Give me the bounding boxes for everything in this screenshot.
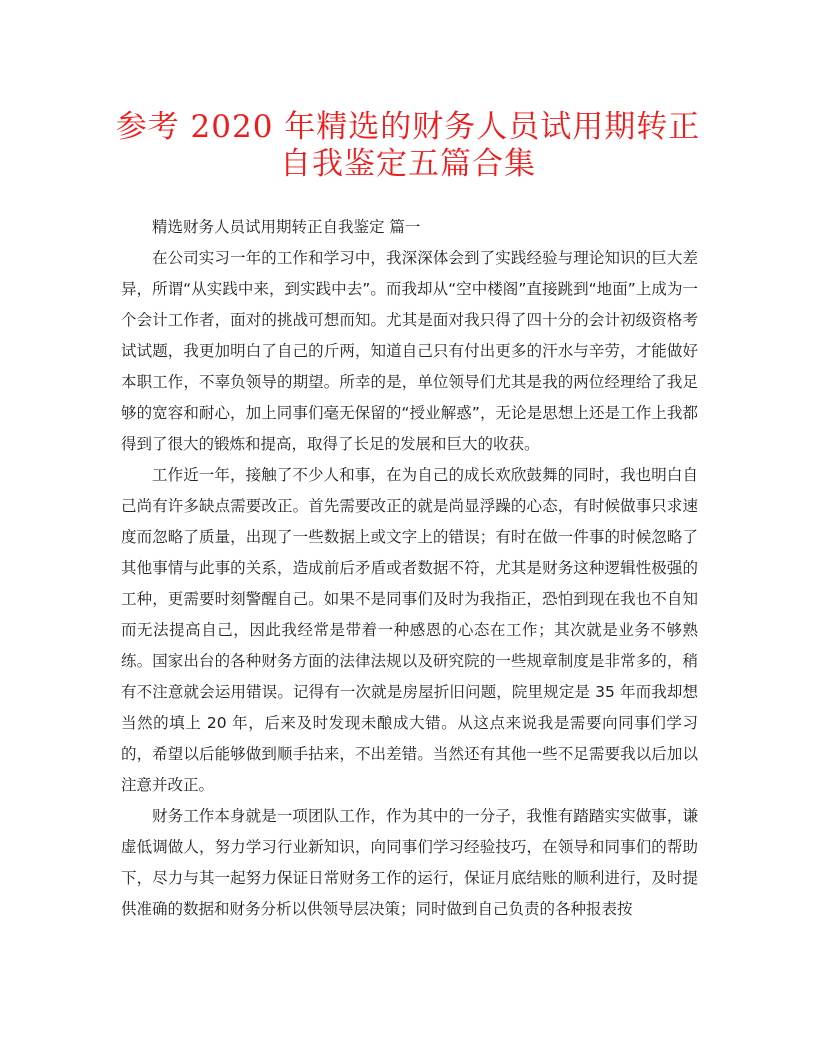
document-body: [121, 212, 698, 925]
body-paragraph: 工作近一年，接触了不少人和事，在为自己的成长欢欣鼓舞的同时，我也明白自己尚有许多缺点需要改正。首先需要改正的就是尚显浮躁的心态，有时候做事只求速度而忽略了质量，出现了一些数据上或文字上的错误；有时在做一件事的时候忽略了其他事情与此事的关系，造成前后矛盾或者数据不符，尤其是财务这种逻辑性极强的工种，更需要时刻警醒自己。如果不是同事们及时为我指正，恐怕到现在我也不自知而无法提高自己，因此我经常是带着一种感恩的心态在工作；其次就是业务不够熟练。国家出台的各种财务方面的法律法规以及研究院的一些规章制度是非常多的，稍有不注意就会运用错误。记得有一次就是房屋折旧问题，院里规定是 35 年而我却想当然的填上 20 年，后来及时发现未酿成大错。从这点来说我是需要向同事们学习的，希望以后能够做到顺手拈来，不出差错。当然还有其他一些不足需要我以后加以注意并改正。: [121, 466, 698, 794]
document-title-line-1: 参考 2020 年精选的财务人员试用期转正: [115, 109, 701, 145]
body-paragraph: 在公司实习一年的工作和学习中，我深深体会到了实践经验与理论知识的巨大差异，所谓“从实践中来，到实践中去”。而我却从“空中楼阁”直接跳到“地面”上成为一个会计工作者，面对的挑战可想而知。尤其是面对我只得了四十分的会计初级资格考试试题，我更加明白了自己的斤两，知道自己只有付出更多的汗水与辛劳，才能做好本职工作，不辜负领导的期望。所幸的是，单位领导们尤其是我的两位经理给了我足够的宽容和耐心，加上同事们毫无保留的“授业解惑”，无论是思想上还是工作上我都得到了很大的锻炼和提高，取得了长足的发展和巨大的收获。: [121, 249, 698, 453]
document-title-line-2: 自我鉴定五篇合集: [280, 146, 536, 182]
section-heading: 精选财务人员试用期转正自我鉴定 篇一: [152, 218, 421, 236]
body-paragraph: 财务工作本身就是一项团队工作，作为其中的一分子，我惟有踏踏实实做事，谦虚低调做人，努力学习行业新知识，向同事们学习经验技巧，在领导和同事们的帮助下，尽力与其一起努力保证日常财务工作的运行，保证月底结账的顺利进行，及时提供准确的数据和财务分析以供领导层决策；同时做到自己负责的各种报表按: [121, 807, 698, 918]
